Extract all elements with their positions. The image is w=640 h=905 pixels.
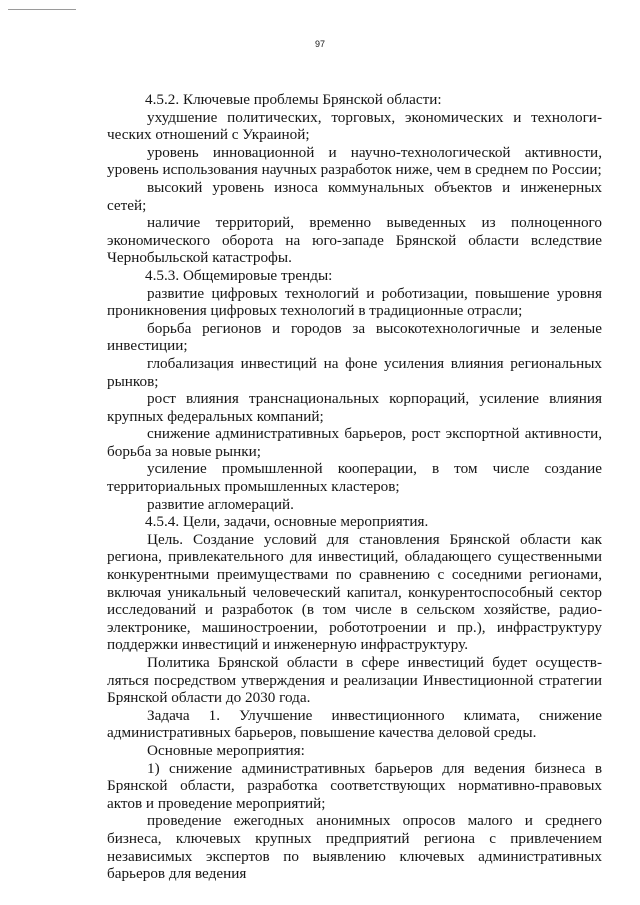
paragraph: глобализация инвестиций на фоне усиления влияния региональных рынков;	[107, 354, 602, 390]
section-heading: 4.5.4. Цели, задачи, основные мероприятия.	[145, 513, 429, 531]
paragraph: развитие цифровых технологий и роботизации, повышение уровня проникновения цифровых технологий в традиционные отрасли;	[107, 284, 602, 320]
paragraph: уровень инновационной и научно-технологической активности, уровень использования научных разработок ниже, чем в среднем по России;	[107, 143, 602, 179]
paragraph: высокий уровень износа коммунальных объектов и инженерных сетей;	[107, 178, 602, 214]
paragraph: ухудшение политических, торговых, экономических и технологи-ческих отношений с Украиной;	[107, 108, 602, 144]
paragraph: усиление промышленной кооперации, в том числе создание территориальных промышленных кластеров;	[107, 460, 602, 496]
section-heading: 4.5.2. Ключевые проблемы Брянской области:	[145, 91, 442, 108]
paragraph: 1) снижение административных барьеров для ведения бизнеса в Брянской области, разработка соответствующих нормативно-правовых актов и проведение мероприятий;	[107, 759, 602, 812]
paragraph: снижение административных барьеров, рост экспортной активности, борьба за новые рынки;	[107, 425, 602, 460]
paragraph: развитие агломераций.	[147, 495, 294, 513]
paragraph: Политика Брянской области в сфере инвестиций будет осуществ-ляться посредством утверждения и реализации Инвестиционной стратегии Брянской области до 2030 года.	[107, 654, 602, 707]
document-body	[107, 91, 602, 883]
paragraph: наличие территорий, временно выведенных из полноценного экономического оборота на юго-западе Брянской области вследствие Чернобыльской катастрофы.	[107, 214, 602, 267]
paragraph: проведение ежегодных анонимных опросов малого и среднего бизнеса, ключевых крупных предприятий региона с привлечением независимых экспертов по выявлению ключевых административных барьеров для ведения	[107, 812, 602, 883]
page-number: 97	[314, 39, 325, 49]
section-heading: 4.5.3. Общемировые тренды:	[145, 266, 333, 284]
paragraph: борьба регионов и городов за высокотехнологичные и зеленые инвестиции;	[107, 319, 602, 355]
paragraph: Основные мероприятия:	[147, 741, 305, 759]
paragraph: Цель. Создание условий для становления Брянской области как региона, привлекательного для инвестиций, обладающего существенными конкурентными преимуществами по сравнению с соседними регионами, включая уникальный человеческий капитал, конкурентоспособный сектор исследований и разработок (в том числе в сельском хозяйстве, радио-электронике, машиностроении, робототроении и пр.), инфраструктуру поддержки инвестиций и инженерную инфраструктуру.	[107, 530, 602, 654]
paragraph: Задача 1. Улучшение инвестиционного климата, снижение административных барьеров, повышение качества деловой среды.	[107, 706, 602, 742]
paragraph: рост влияния транснациональных корпораций, усиление влияния крупных федеральных компаний;	[107, 390, 602, 425]
top-rule-line	[8, 9, 76, 10]
